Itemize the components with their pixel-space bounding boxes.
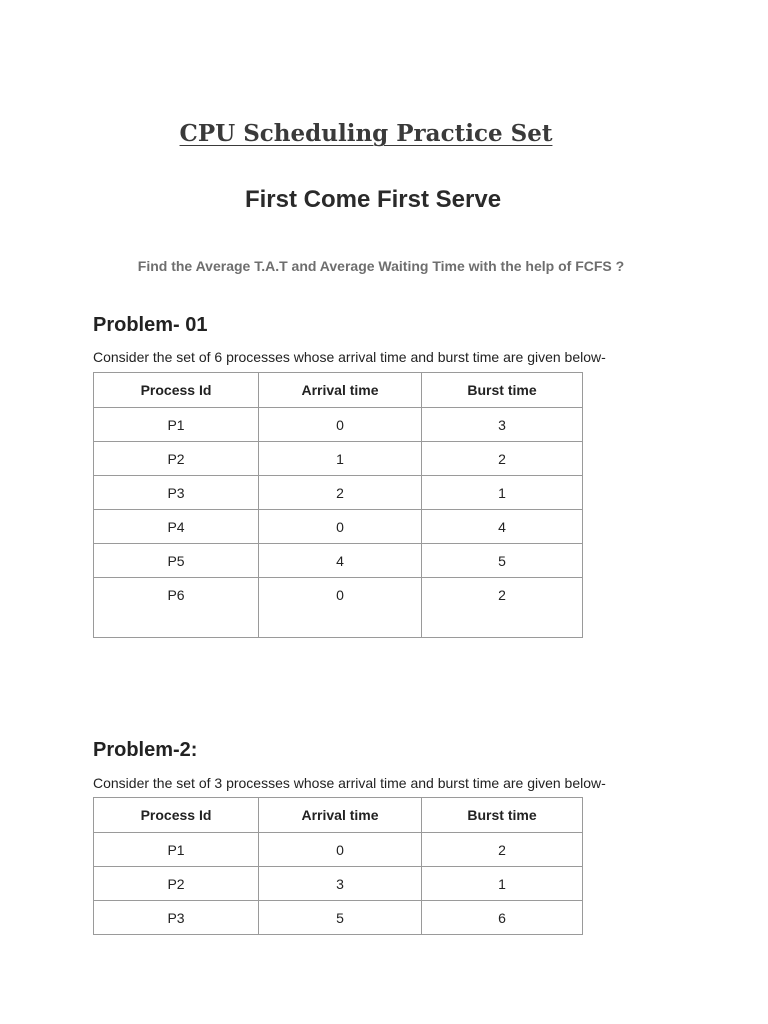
arrival-time-cell: 4 bbox=[259, 544, 422, 578]
problem-1-table bbox=[93, 372, 583, 638]
instruction-text: Find the Average T.A.T and Average Waiting Time with the help of FCFS ? bbox=[137, 258, 625, 274]
table-row bbox=[94, 867, 583, 901]
burst-time-cell: 2 bbox=[422, 578, 583, 638]
arrival-time-cell: 3 bbox=[259, 867, 422, 901]
header-process-id: Process Id bbox=[94, 373, 259, 408]
problem-1-heading: Problem- 01 bbox=[93, 314, 208, 336]
table-header-row bbox=[94, 373, 583, 408]
arrival-time-cell: 1 bbox=[259, 442, 422, 476]
header-burst-time: Burst time bbox=[422, 798, 583, 833]
arrival-time-cell: 0 bbox=[259, 833, 422, 867]
problem-2-description: Consider the set of 3 processes whose arrival time and burst time are given below- bbox=[93, 775, 606, 791]
burst-time-cell: 1 bbox=[422, 867, 583, 901]
process-id-cell: P4 bbox=[94, 510, 259, 544]
process-id-cell: P5 bbox=[94, 544, 259, 578]
process-id-cell: P3 bbox=[94, 476, 259, 510]
arrival-time-cell: 0 bbox=[259, 408, 422, 442]
burst-time-cell: 5 bbox=[422, 544, 583, 578]
burst-time-cell: 1 bbox=[422, 476, 583, 510]
header-arrival-time: Arrival time bbox=[259, 373, 422, 408]
burst-time-cell: 2 bbox=[422, 833, 583, 867]
problem-2-table bbox=[93, 797, 583, 935]
process-id-cell: P3 bbox=[94, 901, 259, 935]
arrival-time-cell: 0 bbox=[259, 578, 422, 638]
process-id-cell: P1 bbox=[94, 408, 259, 442]
table-row bbox=[94, 408, 583, 442]
process-id-cell: P6 bbox=[94, 578, 259, 638]
arrival-time-cell: 0 bbox=[259, 510, 422, 544]
header-arrival-time: Arrival time bbox=[259, 798, 422, 833]
problem-2-heading: Problem-2: bbox=[93, 739, 198, 761]
problem-1-description: Consider the set of 6 processes whose arrival time and burst time are given below- bbox=[93, 349, 606, 365]
process-id-cell: P1 bbox=[94, 833, 259, 867]
table-row bbox=[94, 901, 583, 935]
arrival-time-cell: 2 bbox=[259, 476, 422, 510]
table-row bbox=[94, 476, 583, 510]
burst-time-cell: 3 bbox=[422, 408, 583, 442]
burst-time-cell: 2 bbox=[422, 442, 583, 476]
process-id-cell: P2 bbox=[94, 442, 259, 476]
burst-time-cell: 4 bbox=[422, 510, 583, 544]
document-subtitle: First Come First Serve bbox=[244, 186, 502, 213]
header-process-id: Process Id bbox=[94, 798, 259, 833]
table-row bbox=[94, 442, 583, 476]
process-id-cell: P2 bbox=[94, 867, 259, 901]
header-burst-time: Burst time bbox=[422, 373, 583, 408]
table-row bbox=[94, 510, 583, 544]
arrival-time-cell: 5 bbox=[259, 901, 422, 935]
burst-time-cell: 6 bbox=[422, 901, 583, 935]
table-header-row bbox=[94, 798, 583, 833]
table-row bbox=[94, 578, 583, 638]
document-title: CPU Scheduling Practice Set bbox=[179, 120, 553, 147]
table-row bbox=[94, 833, 583, 867]
table-row bbox=[94, 544, 583, 578]
